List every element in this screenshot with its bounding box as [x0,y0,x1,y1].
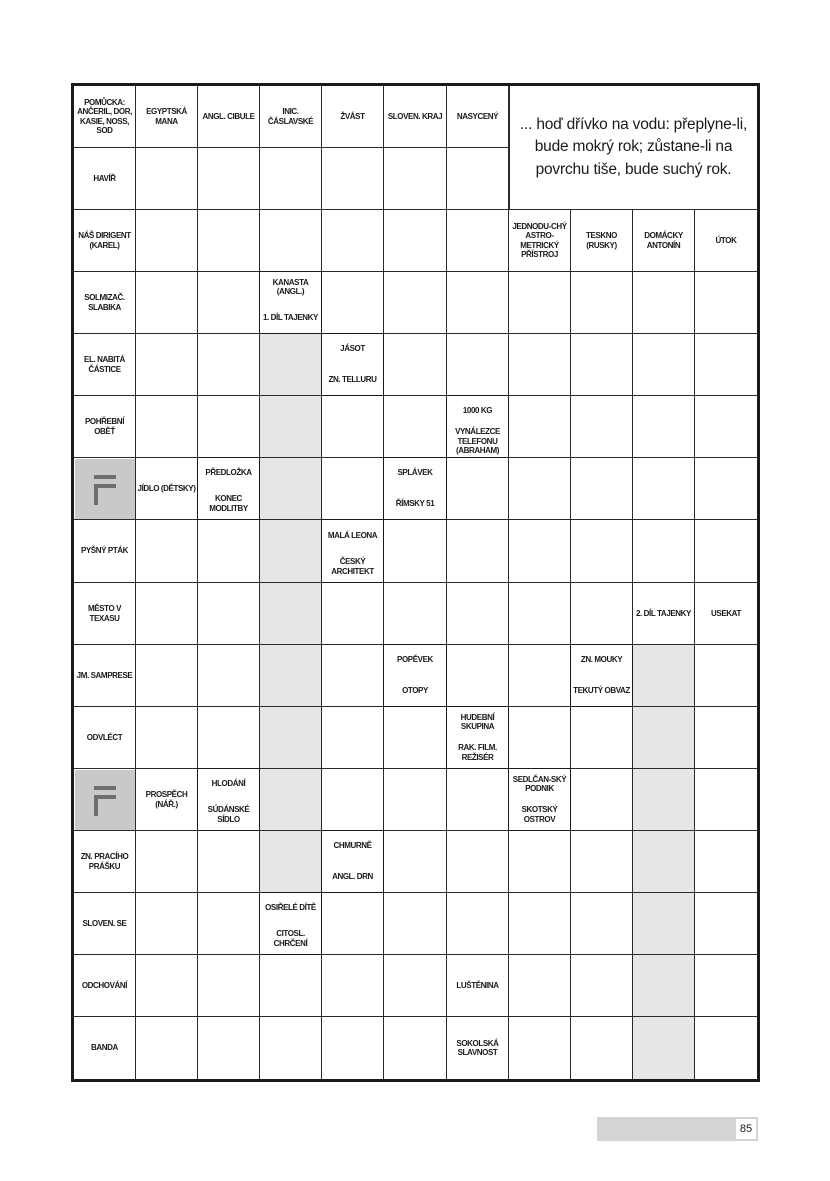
grid-cell[interactable] [198,148,260,210]
grid-cell[interactable] [198,334,260,396]
proverb-text: ... hoď dřívko na vodu: přeplyne-li, bude mokrý rok; zůstane-li na povrchu tiše, bude suchý rok. [509,86,757,210]
clue-cell: SOKOLSKÁ SLAVNOST [447,1017,509,1079]
grid-cell[interactable] [384,955,447,1017]
grid-cell[interactable] [322,955,384,1017]
clue-cell-top: JÁSOT [321,333,384,365]
grid-cell[interactable] [571,334,633,396]
grid-cell[interactable] [633,769,695,831]
grid-cell[interactable] [260,645,322,707]
grid-cell[interactable] [447,458,509,520]
grid-cell[interactable] [384,769,447,831]
grid-cell[interactable] [322,893,384,955]
grid-cell[interactable] [198,1017,260,1079]
clue-cell-top: POPĚVEK [383,644,447,676]
clue-cell-bottom: VYNÁLEZCE TELEFONU (ABRAHAM) [446,426,509,458]
grid-cell[interactable] [384,893,447,955]
grid-cell[interactable] [633,458,695,520]
clue-cell: 2. DÍL TAJENKY [633,583,695,645]
page-number: 85 [736,1119,756,1139]
grid-cell[interactable] [136,148,198,210]
grid-cell[interactable] [509,645,571,707]
grid-cell[interactable] [695,645,757,707]
grid-cell[interactable] [447,210,509,272]
clue-cell-bottom: ČESKÝ ARCHITEKT [321,551,384,583]
grid-cell[interactable] [322,210,384,272]
grid-cell[interactable] [136,396,198,458]
clue-cell: BANDA [74,1017,136,1079]
clue-cell: EGYPTSKÁ MANA [136,86,198,148]
clue-cell: JÍDLO (DĚTSKY) [136,458,198,520]
grid-cell[interactable] [509,520,571,583]
grid-cell[interactable] [136,272,198,334]
clue-cell-top: HUDEBNÍ SKUPINA [446,706,509,738]
grid-cell[interactable] [322,148,384,210]
grid-cell[interactable] [695,272,757,334]
grid-cell[interactable] [198,707,260,769]
grid-cell[interactable] [322,707,384,769]
clue-cell-top: CHMURNĚ [321,830,384,862]
clue-cell: NASYCENÝ [447,86,509,148]
clue-cell: LUŠTĚNINA [447,955,509,1017]
grid-cell[interactable] [571,396,633,458]
clue-cell-bottom: RAK. FILM. REŽISÉR [446,737,509,769]
clue-cell: ŽVÁST [322,86,384,148]
clue-cell: PYŠNÝ PTÁK [74,520,136,583]
grid-cell[interactable] [447,334,509,396]
grid-cell[interactable] [695,769,757,831]
grid-cell[interactable] [633,893,695,955]
page-number-bar [597,1117,758,1141]
clue-cell-bottom: ZN. TELLURU [321,364,384,396]
grid-cell[interactable] [198,583,260,645]
grid-cell[interactable] [136,893,198,955]
clue-cell: TESKNO (RUSKY) [571,210,633,272]
grid-cell[interactable] [509,583,571,645]
grid-cell[interactable] [136,334,198,396]
grid-cell[interactable] [260,458,322,520]
clue-cell-top: KANASTA (ANGL.) [259,271,322,303]
grid-cell[interactable] [571,458,633,520]
clue-cell: PROSPĚCH (NÁŘ.) [136,769,198,831]
clue-cell-bottom: KONEC MODLITBY [197,488,260,520]
grid-cell[interactable] [322,583,384,645]
grid-cell[interactable] [198,955,260,1017]
grid-cell[interactable] [509,831,571,893]
crossword-grid [71,83,760,1082]
grid-cell[interactable] [447,520,509,583]
grid-cell[interactable] [136,645,198,707]
grid-cell[interactable] [198,831,260,893]
grid-cell[interactable] [198,272,260,334]
grid-cell[interactable] [509,272,571,334]
grid-cell[interactable] [384,396,447,458]
grid-cell[interactable] [260,520,322,583]
grid-cell[interactable] [260,707,322,769]
publisher-logo-icon [75,770,135,830]
grid-cell[interactable] [384,520,447,583]
clue-cell-top: PŘEDLOŽKA [197,457,260,489]
grid-cell[interactable] [695,458,757,520]
clue-cell-top: MALÁ LEONA [321,519,384,552]
grid-cell[interactable] [322,396,384,458]
clue-cell: ÚTOK [695,210,757,272]
grid-cell[interactable] [136,831,198,893]
grid-cell[interactable] [633,396,695,458]
grid-cell[interactable] [571,272,633,334]
grid-cell[interactable] [509,458,571,520]
clue-cell: EL. NABITÁ ČÁSTICE [74,334,136,396]
clue-cell-bottom: ŘÍMSKY 51 [383,488,447,520]
clue-cell-bottom: SÚDÁNSKÉ SÍDLO [197,799,260,831]
clue-cell: ODVLÉCT [74,707,136,769]
grid-cell[interactable] [571,831,633,893]
clue-cell: POHŘEBNÍ OBĚŤ [74,396,136,458]
clue-cell: SOLMIZAČ. SLABIKA [74,272,136,334]
grid-cell[interactable] [384,1017,447,1079]
grid-cell[interactable] [509,334,571,396]
grid-cell[interactable] [384,272,447,334]
clue-cell-top: SEDLČAN-SKÝ PODNIK [508,768,571,800]
grid-cell[interactable] [695,1017,757,1079]
clue-cell: SLOVEN. SE [74,893,136,955]
clue-cell: USEKAT [695,583,757,645]
grid-cell[interactable] [571,707,633,769]
grid-cell[interactable] [260,396,322,458]
grid-cell[interactable] [384,210,447,272]
grid-cell[interactable] [509,396,571,458]
clue-cell: HAVÍŘ [74,148,136,210]
publisher-logo-icon [75,459,135,519]
clue-cell: ANGL. CIBULE [198,86,260,148]
grid-cell[interactable] [633,520,695,583]
clue-cell: SLOVEN. KRAJ [384,86,447,148]
grid-cell[interactable] [447,272,509,334]
grid-cell[interactable] [384,583,447,645]
grid-cell[interactable] [384,148,447,210]
grid-cell[interactable] [633,955,695,1017]
grid-cell[interactable] [447,769,509,831]
clue-cell-top: HLODÁNÍ [197,768,260,800]
clue-cell-bottom: CITOSL. CHRČENÍ [259,923,322,955]
grid-cell[interactable] [260,148,322,210]
grid-cell[interactable] [571,955,633,1017]
grid-cell[interactable] [198,396,260,458]
clue-cell: ZN. PRACÍHO PRÁŠKU [74,831,136,893]
grid-cell[interactable] [447,893,509,955]
grid-cell[interactable] [447,645,509,707]
clue-cell-bottom: OTOPY [383,675,447,707]
grid-cell[interactable] [695,955,757,1017]
grid-cell[interactable] [136,1017,198,1079]
grid-cell[interactable] [509,955,571,1017]
grid-cell[interactable] [322,458,384,520]
clue-cell: ODCHOVÁNÍ [74,955,136,1017]
clue-cell-bottom: TEKUTÝ OBVAZ [570,675,633,707]
clue-cell-top: 1000 KG [446,395,509,427]
grid-cell[interactable] [571,520,633,583]
clue-cell-bottom: ANGL. DRN [321,861,384,893]
grid-cell[interactable] [695,831,757,893]
grid-cell[interactable] [447,148,509,210]
grid-cell[interactable] [695,707,757,769]
grid-cell[interactable] [136,210,198,272]
grid-cell[interactable] [509,707,571,769]
grid-cell[interactable] [571,893,633,955]
grid-cell[interactable] [695,334,757,396]
clue-cell-top: ZN. MOUKY [570,644,633,676]
clue-cell: POMŮCKA: ANČERIL, DOR, KASIE, NOSS, SOD [74,86,136,148]
grid-cell[interactable] [633,831,695,893]
grid-cell[interactable] [260,210,322,272]
grid-cell[interactable] [384,707,447,769]
clue-cell: MĚSTO V TEXASU [74,583,136,645]
grid-cell[interactable] [509,893,571,955]
grid-cell[interactable] [198,210,260,272]
grid-cell[interactable] [260,769,322,831]
grid-cell[interactable] [695,396,757,458]
clue-cell-top: OSIŘELÉ DÍTĚ [259,892,322,924]
grid-cell[interactable] [136,955,198,1017]
grid-cell[interactable] [136,583,198,645]
clue-cell: DOMÁCKY ANTONÍN [633,210,695,272]
clue-cell: JM. SAMPRESE [74,645,136,707]
grid-cell[interactable] [633,272,695,334]
grid-cell[interactable] [136,520,198,583]
clue-cell: JEDNODU-CHÝ ASTRO-METRICKÝ PŘÍSTROJ [509,210,571,272]
grid-cell[interactable] [322,1017,384,1079]
grid-cell[interactable] [260,1017,322,1079]
grid-cell[interactable] [633,334,695,396]
grid-cell[interactable] [260,334,322,396]
grid-cell[interactable] [571,769,633,831]
grid-cell[interactable] [695,893,757,955]
grid-cell[interactable] [136,707,198,769]
grid-cell[interactable] [198,893,260,955]
grid-cell[interactable] [571,583,633,645]
grid-cell[interactable] [260,583,322,645]
clue-cell-bottom: 1. DÍL TAJENKY [259,302,322,334]
grid-cell[interactable] [384,831,447,893]
grid-cell[interactable] [447,583,509,645]
clue-cell-top: SPLÁVEK [383,457,447,489]
grid-cell[interactable] [447,831,509,893]
grid-cell[interactable] [633,1017,695,1079]
clue-cell: INIC. ČÁSLAVSKÉ [260,86,322,148]
grid-cell[interactable] [322,769,384,831]
grid-cell[interactable] [198,645,260,707]
grid-cell[interactable] [260,831,322,893]
grid-cell[interactable] [322,272,384,334]
grid-cell[interactable] [384,334,447,396]
grid-cell[interactable] [633,645,695,707]
grid-cell[interactable] [509,1017,571,1079]
grid-cell[interactable] [198,520,260,583]
grid-cell[interactable] [633,707,695,769]
grid-cell[interactable] [695,520,757,583]
grid-cell[interactable] [571,1017,633,1079]
clue-cell: NÁŠ DIRIGENT (KAREL) [74,210,136,272]
grid-cell[interactable] [322,645,384,707]
grid-cell[interactable] [260,955,322,1017]
clue-cell-bottom: SKOTSKÝ OSTROV [508,799,571,831]
